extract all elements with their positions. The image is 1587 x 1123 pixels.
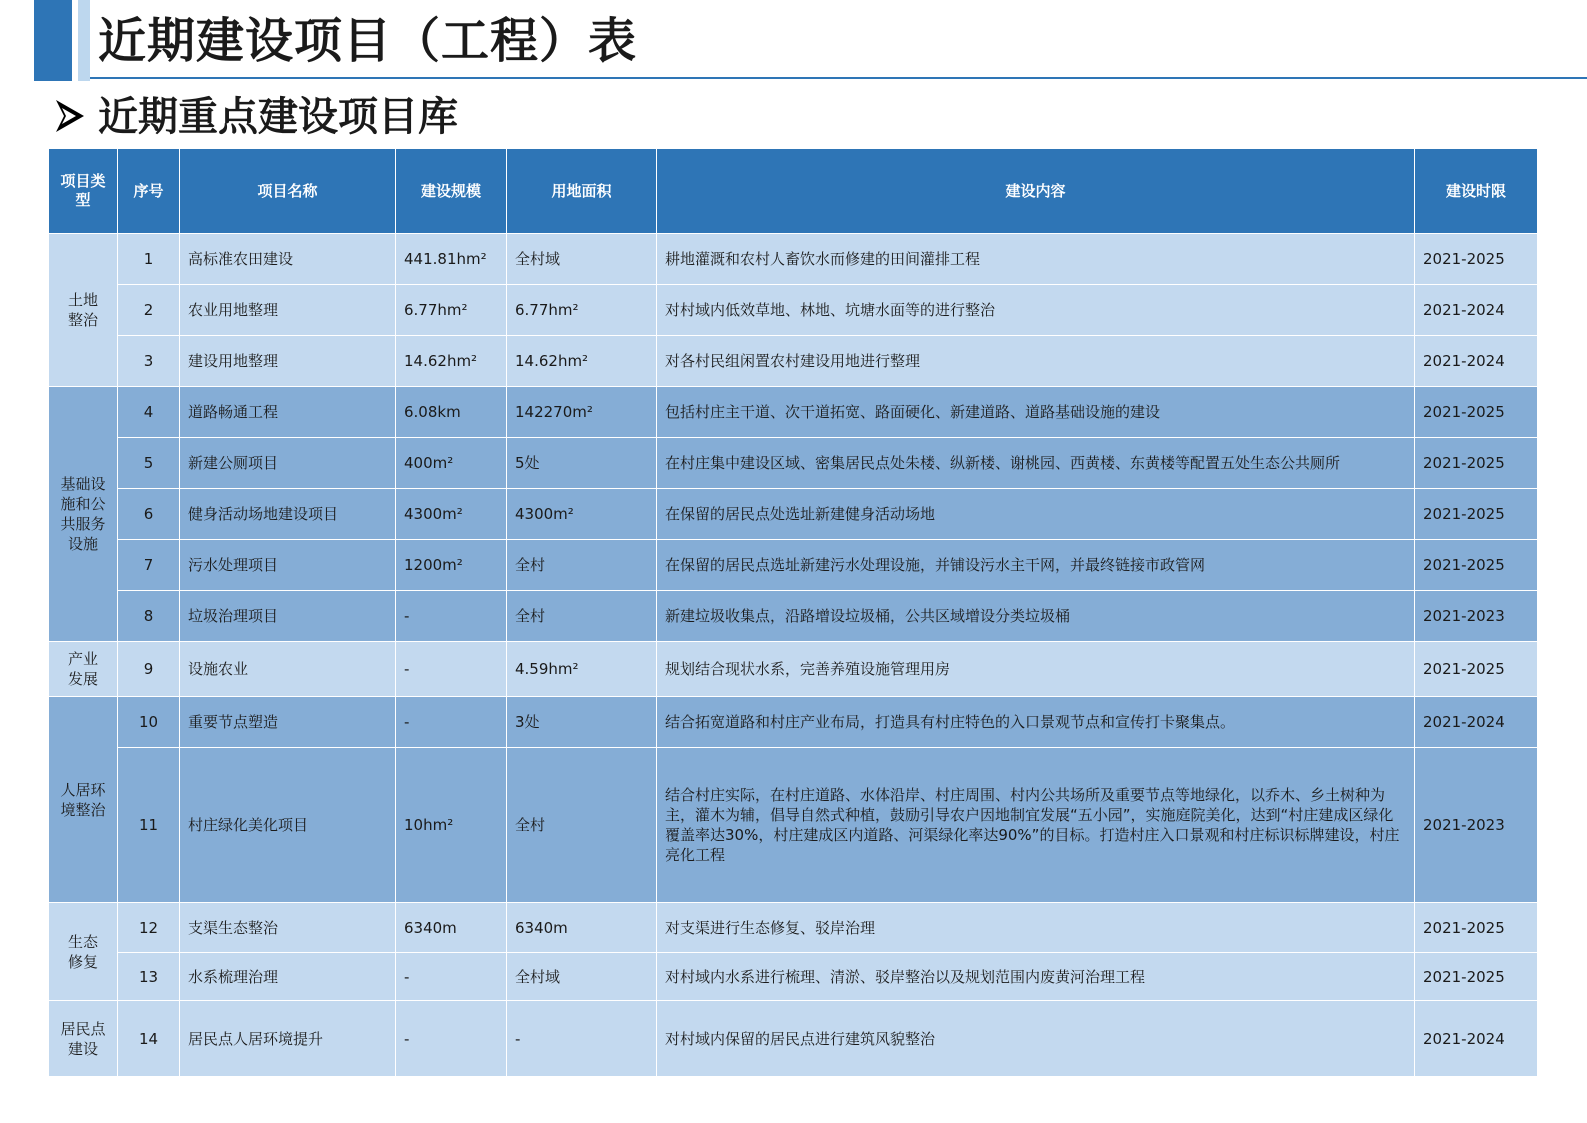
- row-content: 新建垃圾收集点，沿路增设垃圾桶，公共区域增设分类垃圾桶: [657, 591, 1415, 642]
- row-period: 2021-2025: [1415, 438, 1538, 489]
- header-content: 建设内容: [657, 149, 1415, 234]
- row-period: 2021-2024: [1415, 336, 1538, 387]
- row-index: 3: [118, 336, 180, 387]
- category-cell: 居民点建设: [49, 1001, 118, 1077]
- table-row: [49, 748, 1538, 903]
- row-area: 6340m: [507, 903, 657, 953]
- row-content: 规划结合现状水系，完善养殖设施管理用房: [657, 642, 1415, 697]
- row-name: 污水处理项目: [180, 540, 396, 591]
- header-scale: 建设规模: [396, 149, 507, 234]
- row-index: 5: [118, 438, 180, 489]
- row-area: 4300m²: [507, 489, 657, 540]
- row-scale: 14.62hm²: [396, 336, 507, 387]
- header-name: 项目名称: [180, 149, 396, 234]
- row-period: 2021-2024: [1415, 285, 1538, 336]
- table-row: [49, 1001, 1538, 1077]
- category-cell: 土地整治: [49, 234, 118, 387]
- title-underline: [90, 77, 1587, 79]
- row-name: 设施农业: [180, 642, 396, 697]
- row-content: 对支渠进行生态修复、驳岸治理: [657, 903, 1415, 953]
- table-row: [49, 642, 1538, 697]
- row-content: 结合拓宽道路和村庄产业布局，打造具有村庄特色的入口景观节点和宣传打卡聚集点。: [657, 697, 1415, 748]
- row-name: 村庄绿化美化项目: [180, 748, 396, 903]
- row-period: 2021-2023: [1415, 591, 1538, 642]
- table-row: [49, 387, 1538, 438]
- table-row: [49, 438, 1538, 489]
- row-name: 健身活动场地建设项目: [180, 489, 396, 540]
- row-index: 14: [118, 1001, 180, 1077]
- row-scale: -: [396, 697, 507, 748]
- row-content: 包括村庄主干道、次干道拓宽、路面硬化、新建道路、道路基础设施的建设: [657, 387, 1415, 438]
- table-row: [49, 489, 1538, 540]
- header-period: 建设时限: [1415, 149, 1538, 234]
- row-index: 1: [118, 234, 180, 285]
- row-content: 在保留的居民点选址新建污水处理设施，并铺设污水主干网，并最终链接市政管网: [657, 540, 1415, 591]
- row-area: 全村: [507, 540, 657, 591]
- row-scale: 441.81hm²: [396, 234, 507, 285]
- category-cell: 人居环境整治: [49, 697, 118, 903]
- row-name: 水系梳理治理: [180, 953, 396, 1001]
- category-cell: 基础设施和公共服务设施: [49, 387, 118, 642]
- row-content: 对村域内保留的居民点进行建筑风貌整治: [657, 1001, 1415, 1077]
- row-period: 2021-2025: [1415, 387, 1538, 438]
- row-period: 2021-2024: [1415, 697, 1538, 748]
- row-scale: 10hm²: [396, 748, 507, 903]
- row-scale: 6.77hm²: [396, 285, 507, 336]
- row-name: 居民点人居环境提升: [180, 1001, 396, 1077]
- row-index: 11: [118, 748, 180, 903]
- header-area: 用地面积: [507, 149, 657, 234]
- row-scale: 4300m²: [396, 489, 507, 540]
- table-row: [49, 903, 1538, 953]
- row-period: 2021-2025: [1415, 489, 1538, 540]
- table-header-row: [49, 149, 1538, 234]
- row-area: -: [507, 1001, 657, 1077]
- row-period: 2021-2025: [1415, 540, 1538, 591]
- row-name: 建设用地整理: [180, 336, 396, 387]
- table-row: [49, 540, 1538, 591]
- row-index: 6: [118, 489, 180, 540]
- row-index: 4: [118, 387, 180, 438]
- row-name: 支渠生态整治: [180, 903, 396, 953]
- table-row: [49, 234, 1538, 285]
- row-period: 2021-2024: [1415, 1001, 1538, 1077]
- row-area: 全村域: [507, 234, 657, 285]
- row-name: 农业用地整理: [180, 285, 396, 336]
- category-cell: 生态修复: [49, 903, 118, 1001]
- table-row: [49, 285, 1538, 336]
- table-row: [49, 697, 1538, 748]
- table-row: [49, 953, 1538, 1001]
- row-scale: 6.08km: [396, 387, 507, 438]
- row-scale: -: [396, 591, 507, 642]
- row-index: 10: [118, 697, 180, 748]
- row-content: 耕地灌溉和农村人畜饮水而修建的田间灌排工程: [657, 234, 1415, 285]
- row-period: 2021-2025: [1415, 642, 1538, 697]
- row-index: 2: [118, 285, 180, 336]
- title-accent-stripe: [78, 0, 90, 81]
- row-name: 道路畅通工程: [180, 387, 396, 438]
- row-area: 全村: [507, 591, 657, 642]
- row-area: 4.59hm²: [507, 642, 657, 697]
- table-row: [49, 591, 1538, 642]
- table-row: [49, 336, 1538, 387]
- row-index: 13: [118, 953, 180, 1001]
- row-content: 对村域内低效草地、林地、坑塘水面等的进行整治: [657, 285, 1415, 336]
- row-scale: 6340m: [396, 903, 507, 953]
- row-area: 3处: [507, 697, 657, 748]
- row-content: 结合村庄实际，在村庄道路、水体沿岸、村庄周围、村内公共场所及重要节点等地绿化，以乔木、乡土树种为主，灌木为辅，倡导自然式种植，鼓励引导农户因地制宜发展“五小园”，实施庭院美化，达到“村庄建成区绿化覆盖率达30%，村庄建成区内道路、河渠绿化率达90%”的目标。打造村庄入口景观和村庄标识标牌建设，村庄亮化工程: [657, 748, 1415, 903]
- row-area: 142270m²: [507, 387, 657, 438]
- row-period: 2021-2025: [1415, 903, 1538, 953]
- row-content: 对各村民组闲置农村建设用地进行整理: [657, 336, 1415, 387]
- row-area: 全村: [507, 748, 657, 903]
- arrow-bullet-icon: [52, 94, 88, 138]
- row-name: 新建公厕项目: [180, 438, 396, 489]
- row-period: 2021-2023: [1415, 748, 1538, 903]
- row-area: 6.77hm²: [507, 285, 657, 336]
- row-scale: -: [396, 953, 507, 1001]
- row-scale: -: [396, 1001, 507, 1077]
- category-cell: 产业发展: [49, 642, 118, 697]
- row-period: 2021-2025: [1415, 234, 1538, 285]
- row-content: 对村域内水系进行梳理、清淤、驳岸整治以及规划范围内废黄河治理工程: [657, 953, 1415, 1001]
- row-area: 全村域: [507, 953, 657, 1001]
- row-index: 9: [118, 642, 180, 697]
- row-content: 在村庄集中建设区域、密集居民点处朱楼、纵新楼、谢桃园、西黄楼、东黄楼等配置五处生态公共厕所: [657, 438, 1415, 489]
- row-area: 5处: [507, 438, 657, 489]
- row-scale: 1200m²: [396, 540, 507, 591]
- projects-table: [48, 148, 1538, 1077]
- row-scale: -: [396, 642, 507, 697]
- row-name: 垃圾治理项目: [180, 591, 396, 642]
- row-index: 7: [118, 540, 180, 591]
- page-title: 近期建设项目（工程）表: [98, 13, 638, 69]
- row-name: 重要节点塑造: [180, 697, 396, 748]
- row-period: 2021-2025: [1415, 953, 1538, 1001]
- row-scale: 400m²: [396, 438, 507, 489]
- title-accent-bar: [34, 0, 72, 81]
- row-index: 8: [118, 591, 180, 642]
- row-name: 高标准农田建设: [180, 234, 396, 285]
- row-index: 12: [118, 903, 180, 953]
- header-index: 序号: [118, 149, 180, 234]
- row-content: 在保留的居民点处选址新建健身活动场地: [657, 489, 1415, 540]
- row-area: 14.62hm²: [507, 336, 657, 387]
- section-title: 近期重点建设项目库: [98, 94, 458, 140]
- header-category: 项目类型: [49, 149, 118, 234]
